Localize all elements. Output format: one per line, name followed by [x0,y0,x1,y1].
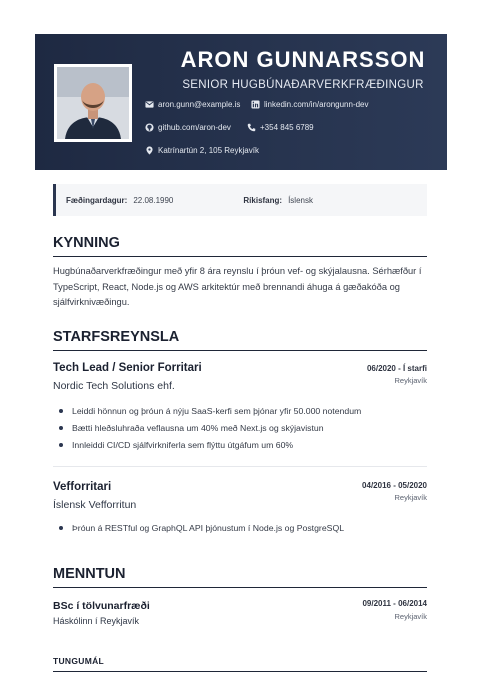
education-dates: 09/2011 - 06/2014 [362,599,427,608]
candidate-title: SENIOR HUGBÚNAÐARVERKFRÆÐINGUR [182,79,424,91]
phone-icon [247,123,256,132]
contact-github[interactable] [145,123,231,132]
nationality-label: Ríkisfang: [243,195,283,205]
linkedin-icon [251,100,260,109]
github-icon [145,123,154,132]
contact-linkedin[interactable] [251,100,369,109]
summary-text: Hugbúnaðarverkfræðingur með yfir 8 ára reynslu í þróun vef- og skýjalausna. Sérhæfður í TypeScript, React, Node.js og AWS arkitektúr með brennandi áhuga á gæðakóða og sjálfvirknivæðingu. [53,266,422,307]
contact-address-text: Katrínartún 2, 105 Reykjavík [158,146,259,155]
degree-title: BSc í tölvunarfræði [53,600,150,612]
birthdate-value: 22.08.1990 [133,195,174,205]
list-item: Bætti hleðsluhraða veflausna um 40% með Next.js og skýjavistun [58,422,423,439]
job-dates: 06/2020 - Í starfi [366,364,427,373]
education-heading: MENNTUN [53,566,427,588]
location-icon [145,146,154,155]
job-bullets [58,522,423,539]
job-location: Reykjavík [394,493,427,502]
email-icon [145,100,154,109]
nationality-value: Íslensk [288,195,313,205]
contact-phone[interactable] [247,123,314,132]
job-company: Íslensk Vefforritun [53,499,137,511]
job-location: Reykjavík [394,376,427,385]
personal-info [53,184,427,216]
job-title: Tech Lead / Senior Forritari [53,362,202,374]
list-item: Leiddi hönnun og þróun á nýju SaaS-kerfi sem þjónar yfir 50.000 notendum [58,405,423,422]
school-name: Háskólinn í Reykjavík [53,616,140,626]
contact-github-text: github.com/aron-dev [158,123,231,132]
job-title: Vefforritari [53,481,112,493]
job-bullets [58,405,423,456]
contact-email-text: aron.gunn@example.is [158,100,241,109]
contact-linkedin-text: linkedin.com/in/arongunn-dev [264,100,369,109]
profile-photo [54,64,132,142]
birthdate-label: Fæðingardagur: [66,195,128,205]
experience-heading: STARFSREYNSLA [53,329,427,351]
divider [53,466,427,467]
list-item: Þróun á RESTful og GraphQL API þjónustum í Node.js og PostgreSQL [58,522,423,539]
avatar [57,67,129,139]
languages-heading: TUNGUMÁL [53,656,427,672]
contact-address [145,146,259,155]
list-item: Innleiddi CI/CD sjálfvirkniferla sem flýttu útgáfum um 60% [58,439,423,456]
cv-header [35,34,447,170]
candidate-name: ARON GUNNARSSON [180,47,426,72]
contact-email[interactable] [145,100,240,109]
job-dates: 04/2016 - 05/2020 [362,481,427,490]
summary-heading: KYNNING [53,235,427,257]
job-company: Nordic Tech Solutions ehf. [53,380,175,392]
contact-phone-text: +354 845 6789 [260,123,314,132]
education-location: Reykjavík [394,612,427,621]
